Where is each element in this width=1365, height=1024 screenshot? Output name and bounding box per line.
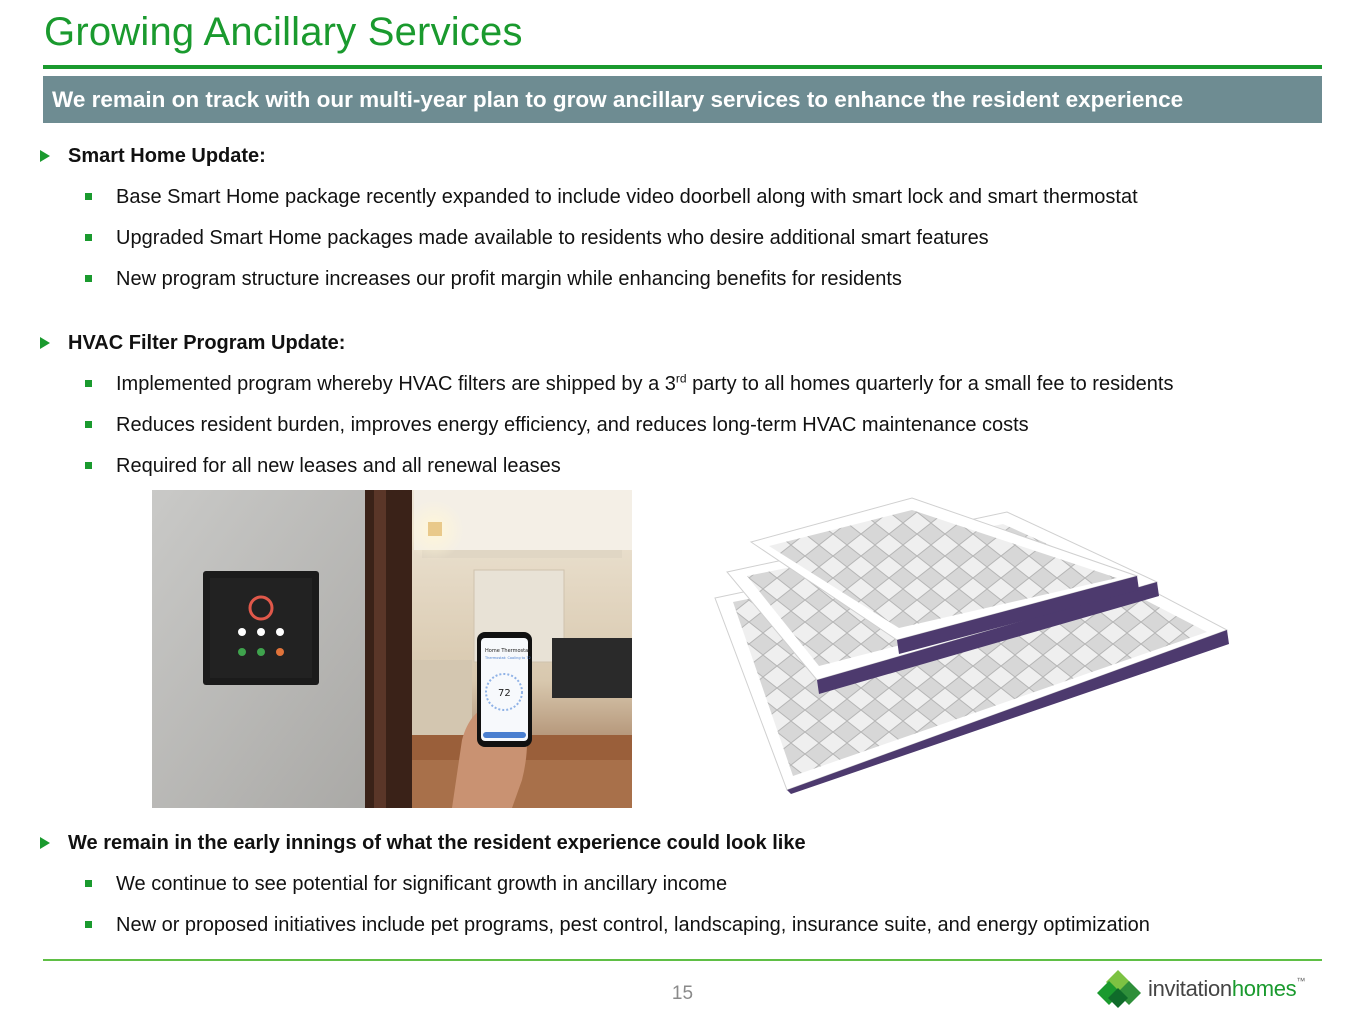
square-bullet-icon (85, 880, 92, 887)
square-bullet-icon (85, 380, 92, 387)
title-divider (43, 65, 1322, 69)
hvac-filters-photo (707, 490, 1233, 795)
subtitle-banner: We remain on track with our multi-year plan to grow ancillary services to enhance the resident experience (43, 76, 1322, 123)
logo-trademark: ™ (1296, 976, 1306, 986)
square-bullet-icon (85, 462, 92, 469)
bullet-text: Reduces resident burden, improves energy efficiency, and reduces long-term HVAC maintenance costs (116, 414, 1029, 436)
section-heading-text: We remain in the early innings of what the resident experience could look like (68, 832, 806, 854)
logo-wordmark (1148, 976, 1305, 1002)
bullet-list (38, 358, 1338, 481)
smart-home-photo (152, 490, 632, 808)
bullet-list (38, 858, 1338, 940)
arrow-bullet-icon (40, 150, 50, 162)
square-bullet-icon (85, 234, 92, 241)
section-heading (38, 828, 1338, 858)
list-item (38, 171, 1338, 212)
bullet-text: Implemented program whereby HVAC filters are shipped by a 3 (116, 373, 676, 395)
phone-title: Home Thermostat (485, 648, 531, 654)
list-item (38, 440, 1338, 481)
list-item (38, 899, 1338, 940)
section-heading (38, 328, 1338, 358)
bullet-list (38, 171, 1338, 294)
section-hvac (38, 328, 1338, 481)
footer-divider (43, 959, 1322, 961)
section-heading-text: Smart Home Update: (68, 145, 266, 167)
section-heading (38, 141, 1338, 171)
bullet-text: party to all homes quarterly for a small fee to residents (686, 373, 1174, 395)
ordinal-suffix: rd (675, 371, 687, 386)
bullet-text: Upgraded Smart Home packages made available to residents who desire additional smart features (116, 227, 989, 249)
section-heading-text: HVAC Filter Program Update: (68, 332, 346, 354)
list-item (38, 212, 1338, 253)
bullet-text: New program structure increases our profit margin while enhancing benefits for residents (116, 268, 902, 290)
diamond-logo-icon (1096, 968, 1142, 1012)
slide-title: Growing Ancillary Services (44, 10, 523, 54)
bullet-text: We continue to see potential for significant growth in ancillary income (116, 873, 728, 895)
arrow-bullet-icon (40, 337, 50, 349)
square-bullet-icon (85, 921, 92, 928)
page-number: 15 (671, 983, 694, 1004)
bullet-text: New or proposed initiatives include pet programs, pest control, landscaping, insurance suite, and energy optimization (116, 914, 1150, 936)
list-item (38, 253, 1338, 294)
arrow-bullet-icon (40, 837, 50, 849)
square-bullet-icon (85, 275, 92, 282)
square-bullet-icon (85, 193, 92, 200)
bullet-text: Required for all new leases and all renewal leases (116, 455, 561, 477)
square-bullet-icon (85, 421, 92, 428)
invitation-homes-logo (1096, 968, 1316, 1012)
section-resident-experience (38, 828, 1338, 940)
section-smart-home (38, 141, 1338, 294)
list-item (38, 399, 1338, 440)
phone-temperature: 72 (498, 688, 511, 699)
list-item (38, 858, 1338, 899)
phone-subtitle: Thermostat: Cooling to 72 (485, 656, 531, 660)
list-item (38, 358, 1338, 399)
logo-word-invitation: invitation (1148, 976, 1232, 1001)
logo-word-homes: homes (1231, 976, 1297, 1001)
bullet-text: Base Smart Home package recently expanded to include video doorbell along with smart lock and smart thermostat (116, 186, 1138, 208)
